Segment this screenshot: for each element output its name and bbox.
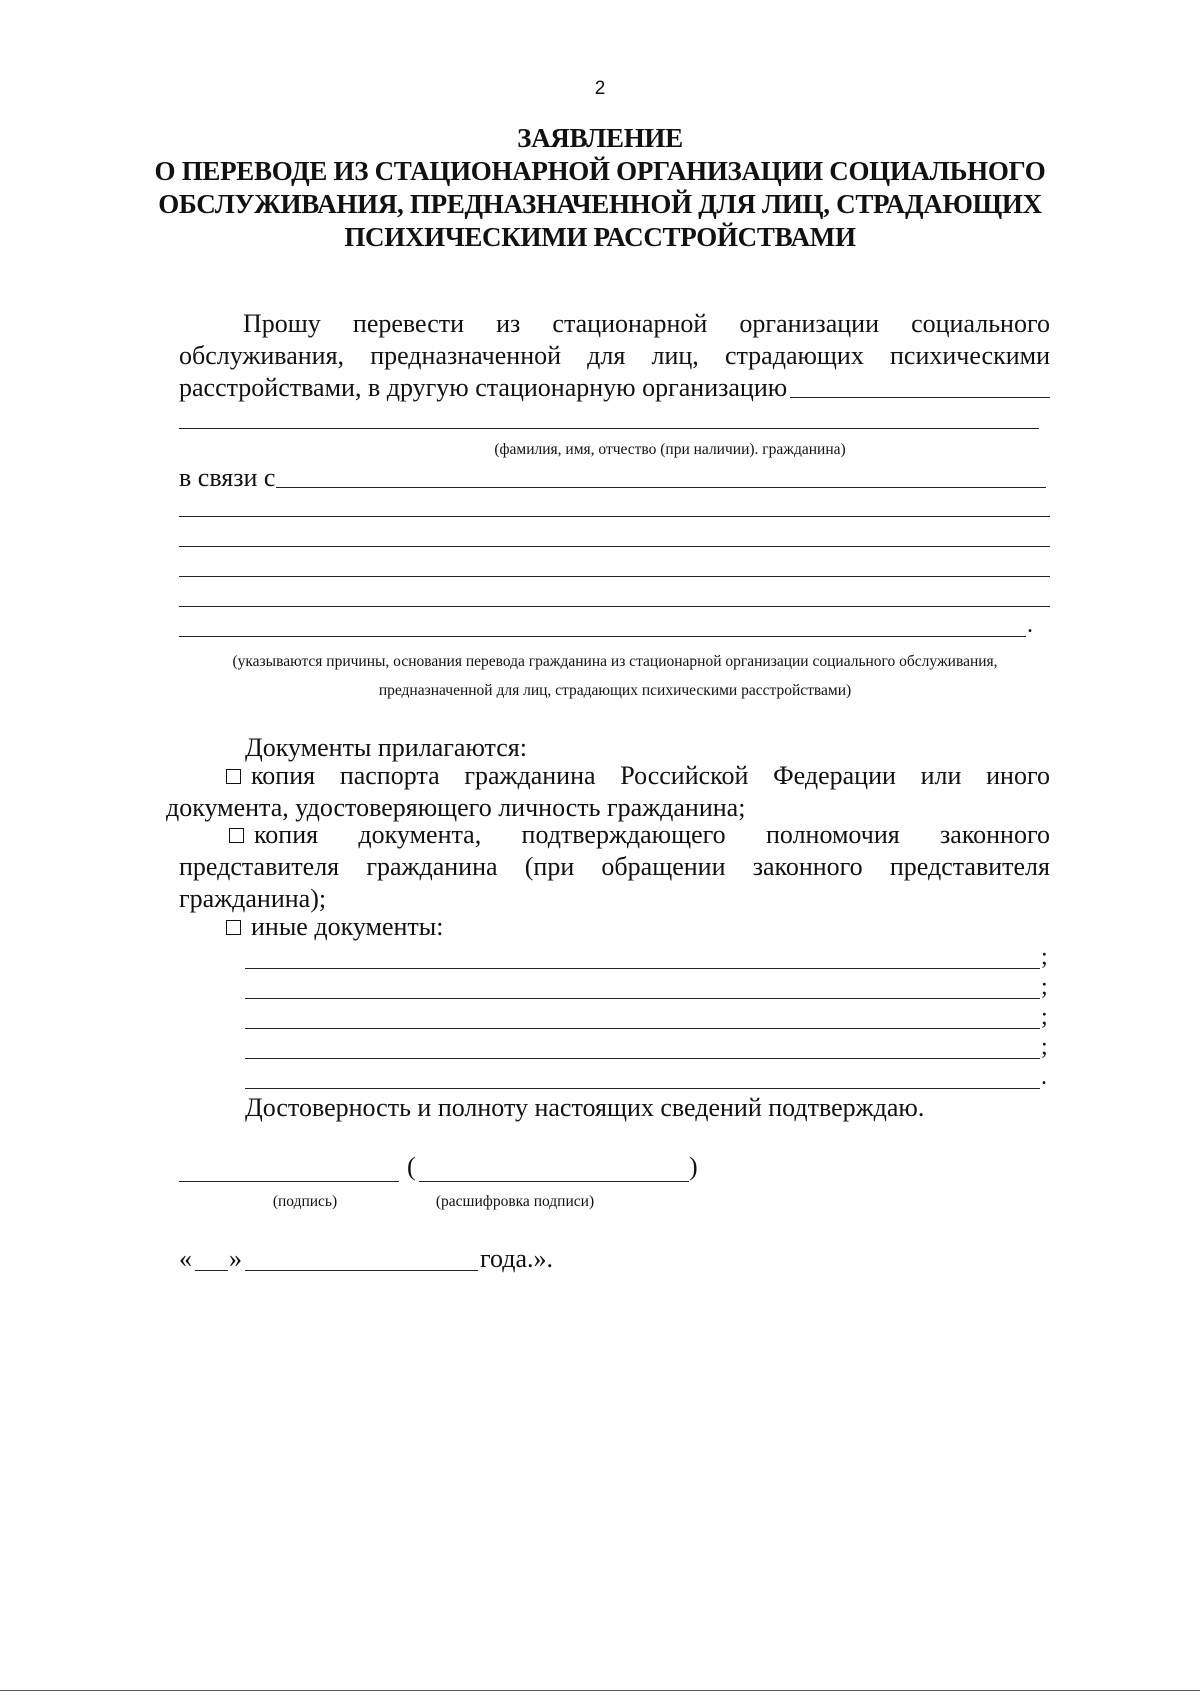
signature-paren-open: ( bbox=[407, 1152, 416, 1181]
document-title-line-4: ПСИХИЧЕСКИМИ РАССТРОЙСТВАМИ bbox=[344, 222, 856, 252]
date-quote-close: » bbox=[229, 1244, 242, 1273]
other-document-semicolon-3: ; bbox=[1041, 1004, 1048, 1030]
page-bottom-edge bbox=[0, 1690, 1200, 1691]
other-documents-checkbox[interactable] bbox=[226, 920, 241, 935]
signature-caption: (подпись) bbox=[272, 1193, 338, 1210]
fio-caption: (фамилия, имя, отчество (при наличии). гражданина) bbox=[494, 441, 846, 458]
document-title-line-1: ЗАЯВЛЕНИЕ bbox=[517, 123, 683, 153]
date-day-field[interactable] bbox=[195, 1270, 228, 1271]
reason-period: . bbox=[1027, 612, 1033, 638]
reason-field-line-6[interactable] bbox=[179, 636, 1026, 637]
other-document-field-5[interactable] bbox=[245, 1088, 1040, 1089]
reason-field-line-3[interactable] bbox=[179, 546, 1050, 547]
other-document-field-1[interactable] bbox=[245, 968, 1040, 969]
signature-decode-caption: (расшифровка подписи) bbox=[435, 1193, 595, 1210]
in-connection-label: в связи с bbox=[179, 463, 276, 492]
other-document-semicolon-1: ; bbox=[1041, 944, 1048, 970]
passport-item-text: копия паспорта гражданина Российской Федерации или иного bbox=[251, 761, 1050, 790]
document-title-line-3: ОБСЛУЖИВАНИЯ, ПРЕДНАЗНАЧЕННОЙ ДЛЯ ЛИЦ, СТРАДАЮЩИХ bbox=[158, 189, 1042, 219]
citizen-name-field[interactable] bbox=[179, 428, 1039, 429]
organization-field[interactable] bbox=[790, 397, 1050, 398]
passport-checkbox[interactable] bbox=[226, 769, 241, 784]
date-month-field[interactable] bbox=[245, 1270, 478, 1271]
date-year-suffix: года.». bbox=[480, 1244, 554, 1273]
request-text-line-1: Прошу перевести из стационарной организации социального bbox=[243, 309, 1050, 338]
signature-decode-field[interactable] bbox=[419, 1181, 689, 1182]
reasons-caption-line-2: предназначенной для лиц, страдающих психическими расстройствами) bbox=[378, 682, 852, 699]
document-title-line-2: О ПЕРЕВОДЕ ИЗ СТАЦИОНАРНОЙ ОРГАНИЗАЦИИ СОЦИАЛЬНОГО bbox=[154, 156, 1046, 186]
representative-checkbox[interactable] bbox=[229, 828, 244, 843]
other-documents-label: иные документы: bbox=[251, 912, 444, 941]
document-item-representative bbox=[229, 819, 1050, 851]
other-document-period: . bbox=[1041, 1064, 1047, 1090]
passport-item-text-line-2: документа, удостоверяющего личность гражданина; bbox=[166, 793, 746, 822]
representative-item-text: копия документа, подтверждающего полномочия законного bbox=[254, 820, 1050, 849]
request-text-line-2: обслуживания, предназначенной для лиц, страдающих психическими bbox=[179, 341, 1050, 370]
documents-heading: Документы прилагаются: bbox=[245, 733, 527, 762]
document-item-passport bbox=[226, 760, 1050, 792]
confirmation-text: Достоверность и полноту настоящих сведений подтверждаю. bbox=[245, 1093, 925, 1122]
request-text-line-3: расстройствами, в другую стационарную организацию bbox=[179, 373, 788, 402]
date-quote-open: « bbox=[179, 1244, 192, 1273]
reason-field-line-5[interactable] bbox=[179, 606, 1050, 607]
other-document-semicolon-2: ; bbox=[1041, 974, 1048, 1000]
representative-item-text-line-3: гражданина); bbox=[179, 884, 327, 913]
representative-item-text-line-2: представителя гражданина (при обращении законного представителя bbox=[179, 852, 1050, 881]
reason-field-line-2[interactable] bbox=[179, 516, 1050, 517]
reason-field-line-1[interactable] bbox=[276, 487, 1046, 488]
signature-field[interactable] bbox=[179, 1181, 399, 1182]
document-item-other bbox=[226, 911, 443, 943]
reasons-caption-line-1: (указываются причины, основания перевода гражданина из стационарной организации социального обслуживания, bbox=[232, 653, 998, 670]
other-document-field-2[interactable] bbox=[245, 998, 1040, 999]
page-number: 2 bbox=[594, 78, 606, 99]
other-document-field-3[interactable] bbox=[245, 1028, 1040, 1029]
reason-field-line-4[interactable] bbox=[179, 576, 1050, 577]
other-document-semicolon-4: ; bbox=[1041, 1034, 1048, 1060]
signature-paren-close: ) bbox=[689, 1152, 698, 1181]
other-document-field-4[interactable] bbox=[245, 1058, 1040, 1059]
